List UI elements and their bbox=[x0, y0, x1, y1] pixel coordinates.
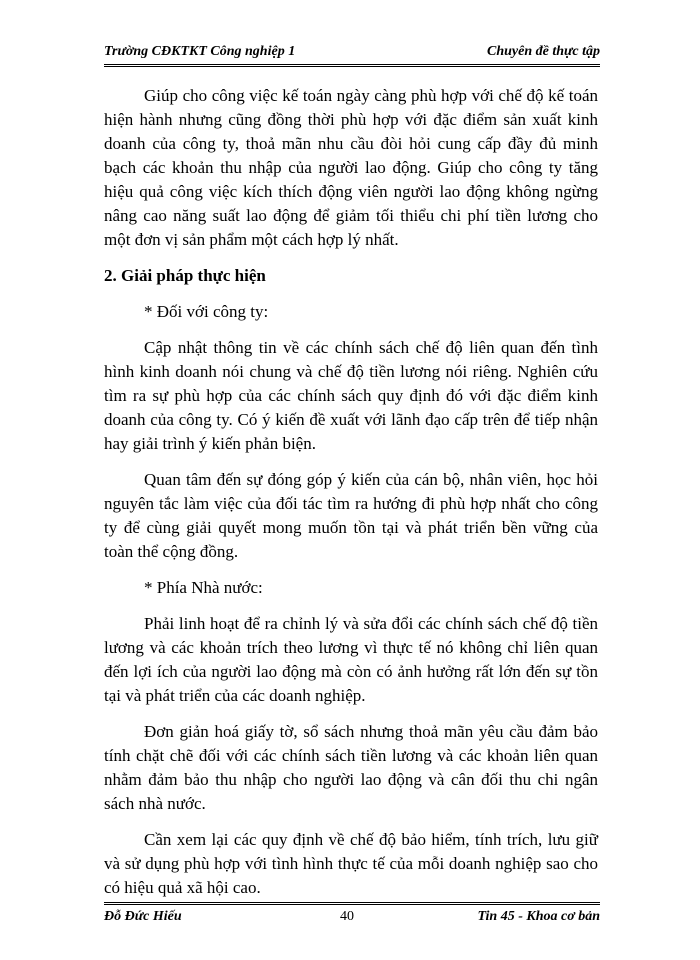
footer-author: Đỗ Đức Hiếu bbox=[104, 909, 182, 924]
paragraph-state-2: Đơn giản hoá giấy tờ, sổ sách nhưng thoả mãn yêu cầu đảm bảo tính chặt chẽ đối với các chính sách tiền lương và các khoản liên quan nhằm đảm bảo thu nhập cho người lao động và cân đối thu chi ngân sách nhà nước. bbox=[104, 722, 598, 813]
subheading-state: * Phía Nhà nước: bbox=[144, 578, 263, 597]
section-heading: 2. Giải pháp thực hiện bbox=[104, 266, 266, 285]
page-footer bbox=[104, 902, 600, 929]
paragraph-company-1: Cập nhật thông tin về các chính sách chế độ liên quan đến tình hình kinh doanh nói chung và chế độ tiền lương nói riêng. Nghiên cứu tìm ra sự phù hợp của các chính sách quy định đó với đặc điểm kinh doanh của công ty. Có ý kiến đề xuất với lãnh đạo cấp trên để tiếp nhận hay giải trình ý kiến phản biện. bbox=[104, 338, 598, 453]
paragraph-state-3: Cần xem lại các quy định về chế độ bảo hiểm, tính trích, lưu giữ và sử dụng phù hợp với tình hình thực tế của mỗi doanh nghiệp sao cho có hiệu quả xã hội cao. bbox=[104, 830, 598, 897]
subheading-company: * Đối với công ty: bbox=[144, 302, 269, 321]
document-body bbox=[104, 84, 598, 912]
page-header bbox=[104, 40, 600, 67]
page-number: 40 bbox=[340, 909, 354, 924]
footer-class: Tin 45 - Khoa cơ bản bbox=[477, 909, 600, 924]
paragraph-intro: Giúp cho công việc kế toán ngày càng phù hợp với chế độ kế toán hiện hành nhưng cũng đồng thời phù hợp với đặc điểm sản xuất kinh doanh của công ty, thoả mãn nhu cầu đòi hỏi cung cấp đầy đủ minh bạch các khoản thu nhập của người lao động. Giúp cho công ty tăng hiệu quả công việc kích thích động viên người lao động không ngừng nâng cao năng suất lao động để giảm tối thiểu chi phí tiền lương cho một đơn vị sản phẩm một cách hợp lý nhất. bbox=[104, 86, 598, 249]
paragraph-state-1: Phải linh hoạt để ra chỉnh lý và sửa đổi các chính sách chế độ tiền lương và các khoản trích theo lương vì thực tế nó không chỉ liên quan đến lợi ích của người lao động mà còn có ảnh hưởng rất lớn đến sự tồn tại và phát triển của các doanh nghiệp. bbox=[104, 614, 598, 705]
header-school: Trường CĐKTKT Công nghiệp 1 bbox=[104, 44, 296, 59]
paragraph-company-2: Quan tâm đến sự đóng góp ý kiến của cán bộ, nhân viên, học hỏi nguyên tắc làm việc của đối tác tìm ra hướng đi phù hợp nhất cho công ty để cùng giải quyết mong muốn tồn tại và phát triển bền vững của toàn thể cộng đồng. bbox=[104, 470, 598, 561]
header-title: Chuyên đề thực tập bbox=[486, 44, 600, 59]
